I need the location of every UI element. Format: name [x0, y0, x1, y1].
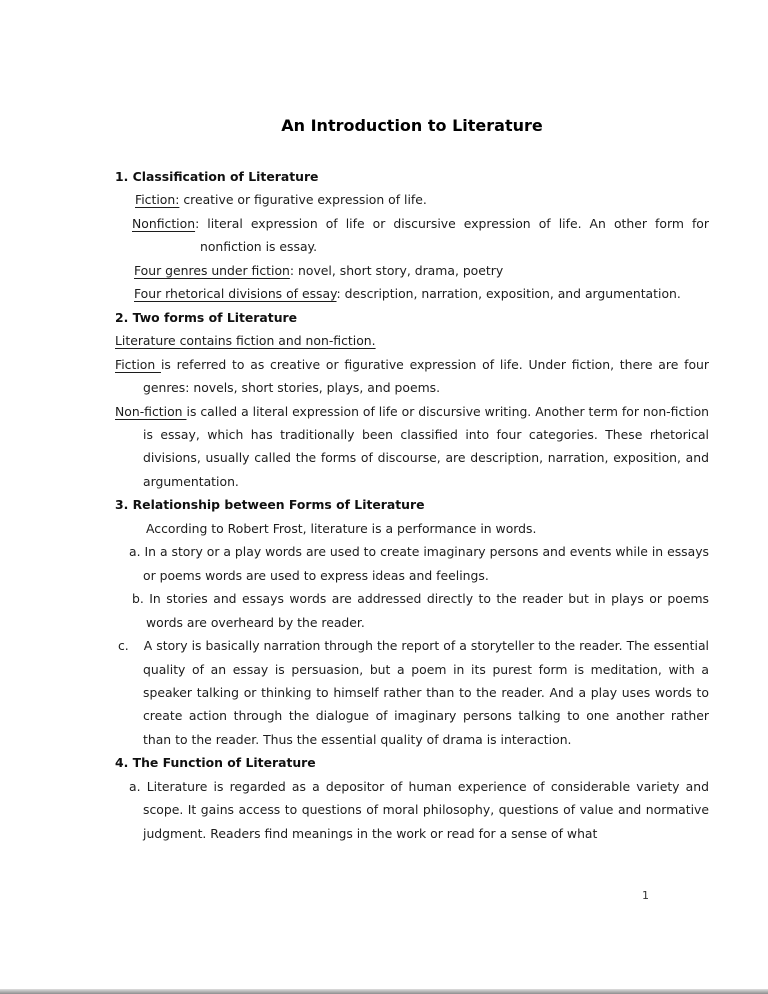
definition-rhetorical-divisions	[134, 282, 709, 305]
function-item-a	[129, 775, 709, 845]
document-title: An Introduction to Literature	[281, 116, 543, 135]
list-item-c-label: c.	[118, 638, 129, 654]
definition-nonfiction-text: : literal expression of life or discursive expression of life. An other form for nonfiction is essay.	[195, 215, 709, 255]
list-item-a-text: In a story or a play words are used to create imaginary persons and events while in essays or poems words are used to express ideas and feelings.	[143, 544, 709, 583]
section-4-heading: 4. The Function of Literature	[115, 755, 316, 771]
list-item-a-label: a.	[129, 544, 141, 560]
definition-four-genres-text: : novel, short story, drama, poetry	[289, 262, 504, 278]
paragraph-fiction	[115, 353, 709, 400]
literature-contains-line	[115, 329, 709, 352]
list-item-c	[118, 634, 709, 751]
underlined-term-fiction: Fiction:	[135, 192, 180, 208]
robert-frost-intro: According to Robert Frost, literature is a performance in words.	[146, 520, 537, 536]
paragraph-nonfiction-text: is called a literal expression of life or discursive writing. Another term for non-fiction is essay, which has traditionally been classified into four categories. These rhetorical divisions, usually called the forms of discourse, are description, narration, exposition, and argumentation.	[143, 403, 709, 489]
underlined-line: Literature contains fiction and non-fiction.	[115, 333, 376, 349]
paragraph-fiction-text: is referred to as creative or figurative expression of life. Under fiction, there are four genres: novels, short stories, plays, and poems.	[143, 356, 709, 396]
list-item-b	[132, 587, 709, 634]
definition-four-genres	[134, 259, 709, 282]
list-item-b-text: In stories and essays words are addressed directly to the reader but in plays or poems words are overheard by the reader.	[146, 591, 709, 630]
function-item-a-text: Literature is regarded as a depositor of human experience of considerable variety and scope. It gains access to questions of moral philosophy, questions of value and normative judgment. Readers find meanings in the work or read for a sense of what	[143, 778, 709, 841]
underlined-term-rhetorical-divisions: Four rhetorical divisions of essay	[134, 286, 337, 302]
underlined-term-nonfiction: Nonfiction	[132, 215, 196, 231]
document-content	[115, 114, 709, 845]
page-bottom-edge	[0, 989, 768, 994]
underlined-term-four-genres: Four genres under fiction	[134, 262, 290, 278]
underlined-term-nonfiction-2: Non-fiction	[115, 403, 187, 419]
function-item-a-label: a.	[129, 778, 141, 794]
list-item-b-label: b.	[132, 591, 144, 607]
section-1-heading: 1. Classification of Literature	[115, 169, 319, 184]
section-3-heading: 3. Relationship between Forms of Literature	[115, 497, 425, 513]
definition-nonfiction	[132, 212, 709, 259]
list-item-c-text: A story is basically narration through the report of a storyteller to the reader. The essential quality of an essay is persuasion, but a poem in its purest form is meditation, with a speaker talking or thinking to himself rather than to the reader. And a play uses words to create action through the dialogue of imaginary persons talking to one another rather than to the reader. Thus the essential quality of drama is interaction.	[143, 638, 709, 747]
paragraph-nonfiction	[115, 400, 709, 494]
list-item-a	[129, 540, 709, 587]
definition-fiction	[135, 188, 709, 211]
underlined-term-fiction-2: Fiction	[115, 356, 161, 372]
section-2-heading: 2. Two forms of Literature	[115, 309, 298, 325]
definition-rhetorical-divisions-text: : description, narration, exposition, and argumentation.	[336, 286, 681, 302]
page-number: 1	[642, 889, 649, 902]
definition-fiction-text: creative or figurative expression of life.	[179, 192, 427, 208]
